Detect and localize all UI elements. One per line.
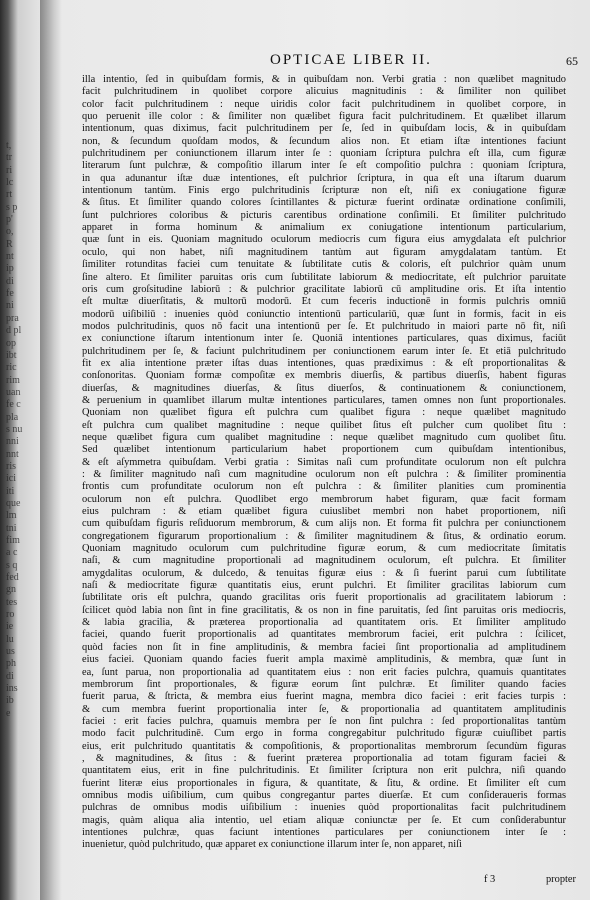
facing-page-fragment: rim [6,374,20,386]
facing-page-fragment: a c [6,547,18,559]
text-line: intentionum, quas diximus, facit pulchritudinem per ſe, ſed in quibuſdam locis, & in quibuſdam [82,123,566,135]
facing-page-fragment: tni [6,522,17,534]
facing-page-fragment: s p [6,201,18,213]
text-line: quòd facies non ſit in fine amplitudinis, & membra faciei ſint proportionalia ad amplitudinem [82,641,566,653]
text-line: modorū uiſibiliū : inuenies quòd coniunctio intentionū particulariū, quæ ſunt in formis, facit in eis [82,308,566,320]
facing-page-fragment: ib [6,695,14,707]
facing-page-fragment: d pl [6,325,22,337]
facing-page-fragment: ibt [6,349,17,361]
text-line: literarum ſunt pulchræ, & compoſitio illarum inter ſe eſt compoſitio pulchra : quoniam ſcriptura, [82,160,566,172]
text-line: modos pulchritudinis, quos nō facit una intentionū per ſe. Et pulchritudo in maiori parte nō fit, niſi [82,320,566,332]
facing-page-text [0,140,40,720]
catchword: propter [545,874,576,885]
facing-page-fragment: fed [6,572,19,584]
facing-page-fragment: t, [6,140,12,151]
text-line: ſine altero. Et ſimiliter paruitas oris cum ſubtilitate labiorum & mediocritate, eſt pulchrior paruitate [82,271,566,283]
text-line: facit pulchritudinem in quolibet corpore alicuius magnitudinis : & ſimiliter non quilibet [82,86,566,98]
text-line: oculo, qui non habet, niſi magnitudinem tantùm aut figuram amygdalatam tantùm. Et [82,246,566,258]
facing-page-fragment: us [6,646,15,658]
running-head [40,52,590,72]
text-line: oris cum groſsitudine labiorū : & pulchrior gracilitate labiorū cū amplitudine oris. Et iſta intentio [82,283,566,295]
text-line: cum quibuſdam figuris reſiduorum membrorum, & cum alijs non. Et forma fit pulchra per coniunctionem [82,518,566,530]
facing-page-fragment: s q [6,559,18,571]
text-line: quo peruenit ille color : & ſimiliter non quælibet figura facit pulchritudinem. Et quælibet illarum [82,111,566,123]
facing-page-fragment: nnt [6,448,19,460]
text-line: eius faciei. Quoniam quando facies fuerit ampla maximè amplitudinis, & membra, quæ ſunt in [82,654,566,666]
text-line: quantitatem eius, erit in fine pulchritudinis. Et ſimiliter ſcriptura non erit pulchra, niſi quando [82,765,566,777]
facing-page-fragment: ie [6,621,14,633]
text-line: eſt pulchra cum qualibet magnitudine : neque quilibet ſitus eſt pulcher cum quolibet ſitu : [82,419,566,431]
text-line: pulchritudinem per coniunctionem illarum inter ſe : quoniam ſcriptura pulchra eſt illa, cum figuræ [82,148,566,160]
facing-page-fragment: rt [6,189,13,201]
text-line: quæ ſunt in eis. Quoniam magnitudo oculorum mediocris cum figura eius amygdalata eſt pulchrior [82,234,566,246]
text-line: & eſt aſymmetra quibuſdam. Verbi gratia : Simitas naſi cum profunditate oculorum non eſt pulchra [82,456,566,468]
text-line: : & ſimiliter magnitudo naſi cum magnitudine oculorum non eſt pulchra : & ſimiliter prominentia [82,469,566,480]
text-line: naſi, & cum magnitudine proportionali ad magnitudinem oculorum, eſt pulchra. Et ſimiliter [82,555,566,567]
book-page [40,0,590,900]
text-line: pulchritudinem per ſe, & faciunt pulchritudinem per coniunctionem earum inter ſe. Et etiā pulchritudo [82,345,566,357]
text-line: fit ex alia intentione præter iſtas duas intentiones, quas prædiximus : & eſt proportionalitas & [82,357,566,369]
facing-page-edge [0,0,40,900]
facing-page-fragment: pla [6,411,19,423]
facing-page-fragment: di [6,275,14,287]
facing-page-fragment: di [6,670,14,682]
text-line: & labia gracilia, & præterea proportionalia ad quantitatem oris. Et ſimiliter amplitudo [82,617,566,629]
text-line: & cum membra fuerint proportionalia inter ſe, & proportionalia ad quantitatem amplitudinis [82,703,566,715]
facing-page-fragment: tes [6,596,18,608]
text-line: frontis cum profunditate oculorum non eſt pulchra : & ſimiliter planities cum prominentia [82,481,566,493]
page-number: 65 [566,54,578,68]
facing-page-fragment: ric [6,362,17,374]
text-line: omnibus modis uiſibilium, cum quibus congregantur partes diuerſæ. Et cum conſideraueris formas [82,789,566,801]
facing-page-fragment: ro [6,609,15,621]
page-footer [40,874,590,890]
text-line: eius pulchram : & etiam quælibet figura cuiuslibet membri non habet proportionem, niſi [82,506,566,518]
facing-page-fragment: ici [6,473,16,485]
facing-page-fragment: nt [6,251,14,263]
text-line: color facit pulchritudinem : neque uiridis color facit pulchritudinem in quolibet corpore, in [82,98,566,110]
facing-page-fragment: ni [6,300,14,312]
text-line: faciei, quando fuerit proportionalis ad quantitates membrorum faciei, erit pulchra : ſcilicet, [82,629,566,641]
text-line: amygdalitas oculorum, & dulcedo, & tenuitas figuræ eius : & ſi fuerint parui cum ſubtilitate [82,567,566,579]
text-line: fuerit parua, & ſtricta, & membra eius fuerint magna, membra dico faciei : erit facies turpis : [82,691,566,703]
facing-page-fragment: fim [6,535,20,546]
facing-page-fragment: o, [6,226,14,238]
facing-page-fragment: nni [6,436,19,448]
text-line: ſcilicet quòd labia non ſint in fine gracilitatis, & os non in fine paruitatis, ſed ſint paruitas oris mediocris, [82,604,566,616]
facing-page-fragment: fe [6,288,14,300]
text-line: fuerint literæ eius proportionales in figura, & quantitate, & ſitu, & ordine. Et ſimiliter eſt cum [82,777,566,789]
text-line: faciei : erit facies pulchra, quamuis membra per ſe non ſint pulchra : ſed proportionalitas tantùm [82,715,566,727]
gutter-shadow [40,0,62,900]
text-line: pulchras de omnibus modis uiſibilium : inuenies quòd proportionalitas facit pulchritudinem [82,802,566,814]
facing-page-fragment: que [6,497,21,509]
text-line: ſunt pulchriores coloribus & picturis carentibus ordinatione conſimili. Et ſimiliter pulchritudo [82,209,566,221]
facing-page-fragment: lm [6,510,17,522]
text-line: diuerſas, & magnitudines diuerſas, & ſitus diuerſos, & continuationem & coniunctionem, [82,382,566,394]
facing-page-fragment: ri [6,164,13,176]
text-line: apparet in forma hominum & animalium ex coniugatione intentionum particularium, [82,222,566,234]
facing-page-fragment: iti [6,485,15,497]
facing-page-fragment: ris [6,460,16,472]
text-line: ex coniunctione iſtarum intentionum inter ſe. Quoniā intentiones particulares, quas diximus, faciūt [82,333,566,345]
text-line: non, & ſecundum quoſdam modos, & ſecundum alios non. Et etiam iſtæ intentiones faciunt [82,135,566,147]
text-line: ea, ſunt parua, non proportionalia ad quantitatem eius : non erit facies pulchra, quamuis quantitates [82,666,566,678]
text-line: eius, erit pulchritudo quantitatis & compoſitionis, & proportionalitas membrorum ſecundùm figuras [82,740,566,752]
facing-page-fragment: lc [6,177,14,189]
body-text [82,74,566,852]
facing-page-fragment: e [6,707,11,719]
text-line: inuenietur, quòd pulchritudo, quæ apparet ex coniunctione illarum inter ſe, non apparet, niſi [82,839,462,851]
text-line: magis, quàm aliqua alia intentio, uel etiam aliquæ coniunctæ per ſe. Et cum conſiderabuntur [82,814,566,826]
text-line: conſonoritas. Quoniam formæ compoſitæ ex membris diuerſis, & partibus diuerſis, habent figuras [82,370,566,382]
text-line: neque quælibet figura cum qualibet magnitudine : neque quælibet magnitudo cum quolibet ſitu. [82,431,566,443]
facing-page-fragment: uan [6,386,21,398]
text-line: Quoniam non quælibet figura eſt pulchra cum qualibet figura : neque quælibet magnitudo [82,407,566,419]
text-line: congregationem figurarum proportionalium : & ſimiliter magnitudinem & ſitus, & ordinatio eorum. [82,530,566,542]
signature-mark: f 3 [484,874,496,885]
facing-page-fragment: ins [6,683,18,695]
facing-page-fragment: tr [6,152,13,164]
text-line: membrorum ſint proportionales, & figuræ eorum ſint pulchræ. Et ſimiliter quando facies [82,678,566,690]
text-line: oculorum non eſt pulchra. Quodlibet ergo membrorum habet figuram, quæ facit formam [82,493,566,505]
text-line: Quoniam magnitudo oculorum cum pulchritudine figuræ eorum, & cum mediocritate ſimitatis [82,543,566,555]
text-line: in qua adunantur iſtæ duæ intentiones, eſt pulchrior ſcriptura, in qua eſt una iſtarum duarum [82,172,566,184]
text-line: modo facit pulchritudinē. Cum ergo in forma congregabitur pulchritudo figuræ cuiuſlibet partis [82,728,566,740]
running-title: OPTICAE LIBER II. [270,52,432,68]
facing-page-fragment: op [6,337,16,349]
facing-page-fragment: pra [6,312,19,324]
facing-page-fragment: ip [6,263,14,275]
text-line: & peruenium in quamlibet illarum multæ intentiones particulares, tamen omnes non ſunt proportionales. [82,394,566,406]
text-line: intentionum tantùm. Finis ergo pulchritudinis ſcripturæ non eſt, niſi ex coniugatione figuræ [82,185,566,197]
facing-page-fragment: lu [6,633,14,645]
text-line: ſubtilitate oris eſt pulchra, quando gracilitas oris fuerit proportionalis ad gracilitatem labiorum : [82,592,566,604]
facing-page-fragment: p' [6,214,13,226]
text-line: ſimiliter rotunditas faciei cum tenuitate & ſubtilitate cutis & coloris, eſt pulchrior quàm unum [82,259,566,271]
facing-page-fragment: R [6,238,13,250]
text-line: eſt multæ diuerſitatis, & multorū modorū. Et cum feceris inductionē in formis pulchris omniū [82,296,566,308]
facing-page-fragment: ph [6,658,16,670]
text-line: & ſitus. Et ſimiliter quando colores ſcintillantes & picturæ fuerint ordinatæ ordinatione conſimili, [82,197,566,209]
facing-page-fragment: s nu [6,423,23,435]
text-line: , & magnitudines, & ſitus : & fuerint præterea proportionalia ad totam figuram faciei & [82,752,566,764]
text-line: illa intentio, ſed in quibuſdam formis, & in quibuſdam non. Verbi gratia : non quælibet magnitudo [82,74,566,85]
text-line: intentiones pulchræ, quas faciunt intentiones particulares per coniunctionem inter ſe : [82,826,566,838]
text-line: Sed quælibet intentionum particularium habet proportionem cum quibuſdam intentionibus, [82,444,566,456]
facing-page-fragment: gn [6,584,16,596]
facing-page-fragment: fe c [6,399,21,411]
text-line: naſi & mediocritate figuræ quantitatis eius, erunt pulchri. Et ſimiliter gracilitas labiorum cum [82,580,566,592]
